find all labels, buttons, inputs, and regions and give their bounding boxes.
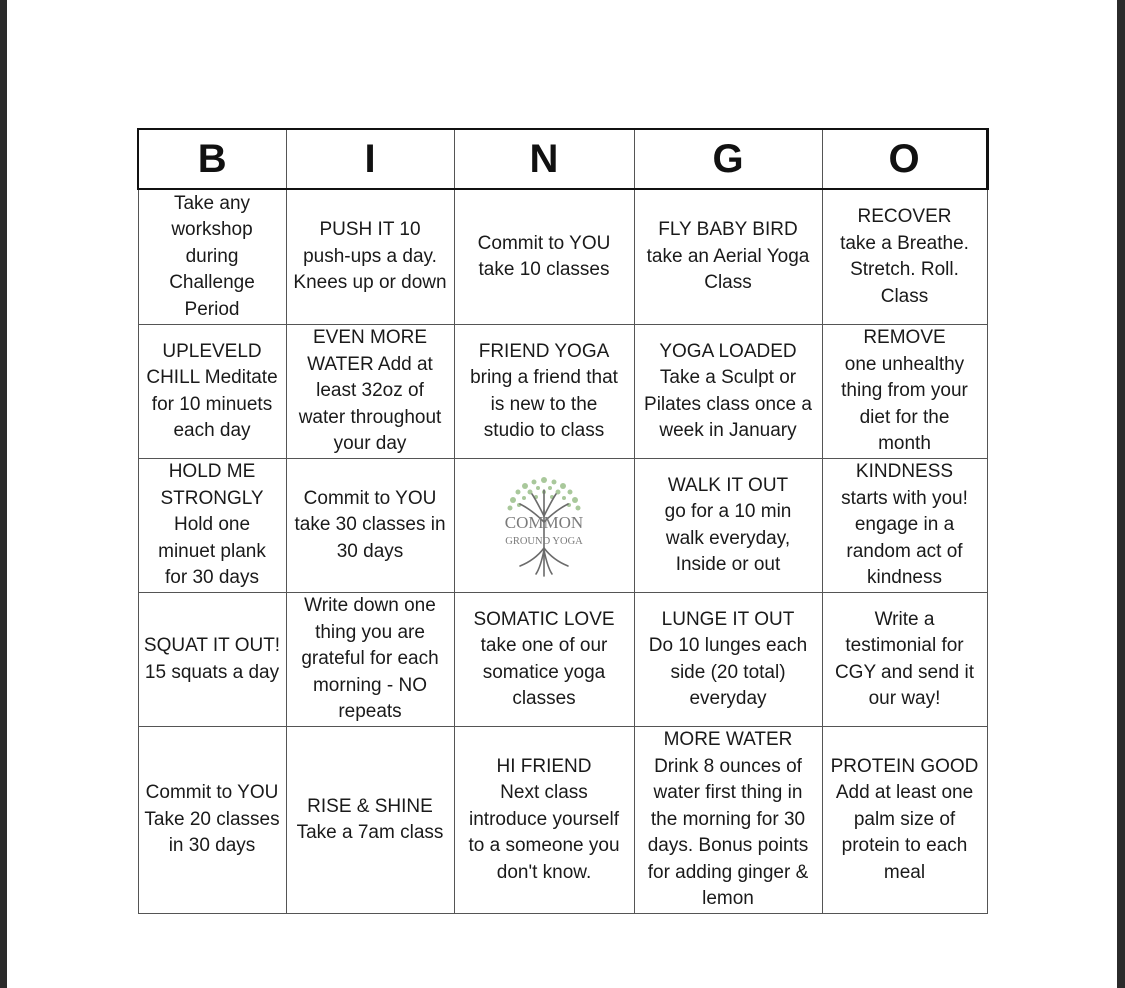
cell-text: Write a testimonial for CGY and send it our way! xyxy=(834,608,975,709)
logo-line-2: GROUND YOGA xyxy=(505,535,583,547)
bingo-cell xyxy=(822,727,987,914)
bingo-row-2 xyxy=(138,325,987,459)
bingo-cell xyxy=(454,325,634,459)
cell-text: Take any workshop during Challenge Period xyxy=(169,192,255,320)
bingo-cell xyxy=(822,189,987,325)
bingo-row-3 xyxy=(138,459,987,593)
left-frame-edge xyxy=(0,0,7,988)
header-letter-g: G xyxy=(634,129,822,189)
cell-text: YOGA LOADED Take a Sculpt or Pilates class once a week in January xyxy=(644,340,812,441)
bingo-cell xyxy=(634,189,822,325)
bingo-cell xyxy=(454,593,634,727)
cell-text: LUNGE IT OUT Do 10 lunges each side (20 total) everyday xyxy=(648,608,808,709)
cell-text: Write down one thing you are grateful for each morning - NO repeats xyxy=(301,595,439,723)
bingo-cell xyxy=(634,325,822,459)
cell-text: PROTEIN GOOD Add at least one palm size of protein to each meal xyxy=(830,755,979,883)
bingo-cell xyxy=(286,593,454,727)
free-space-cell xyxy=(454,459,634,593)
header-letter-o: O xyxy=(822,129,987,189)
bingo-cell xyxy=(454,727,634,914)
bingo-cell xyxy=(822,459,987,593)
bingo-header-row xyxy=(138,129,987,189)
cell-text: SOMATIC LOVE take one of our somatice yoga classes xyxy=(473,608,615,709)
bingo-cell xyxy=(286,325,454,459)
common-ground-yoga-logo xyxy=(457,470,632,582)
cell-text: KINDNESS starts with you! engage in a random act of kindness xyxy=(841,461,968,589)
bingo-row-1 xyxy=(138,189,987,325)
header-letter-n: N xyxy=(454,129,634,189)
cell-text: HOLD ME STRONGLY Hold one minuet plank for 30 days xyxy=(158,461,266,589)
bingo-row-4 xyxy=(138,593,987,727)
bingo-cell xyxy=(286,727,454,914)
bingo-cell xyxy=(138,593,286,727)
cell-text: HI FRIEND Next class introduce yourself to a someone you don't know. xyxy=(468,755,620,883)
cell-text: Commit to YOU Take 20 classes in 30 days xyxy=(144,782,280,857)
bingo-cell xyxy=(138,459,286,593)
bingo-cell xyxy=(138,325,286,459)
bingo-cell xyxy=(822,593,987,727)
cell-text: PUSH IT 10 push-ups a day. Knees up or down xyxy=(293,219,447,294)
bingo-cell xyxy=(634,593,822,727)
logo-line-1: COMMON xyxy=(504,512,584,532)
bingo-cell xyxy=(138,189,286,325)
bingo-cell xyxy=(634,727,822,914)
bingo-cell xyxy=(634,459,822,593)
cell-text: FLY BABY BIRD take an Aerial Yoga Class xyxy=(646,219,810,294)
bingo-cell xyxy=(822,325,987,459)
cell-text: MORE WATER Drink 8 ounces of water first thing in the morning for 30 days. Bonus points for adding ginger & lemon xyxy=(647,729,809,910)
header-letter-b: B xyxy=(138,129,286,189)
bingo-cell xyxy=(454,189,634,325)
cell-text: Commit to YOU take 30 classes in 30 days xyxy=(294,487,446,562)
cell-text: Commit to YOU take 10 classes xyxy=(477,232,611,280)
cell-text: RECOVER take a Breathe. Stretch. Roll. Class xyxy=(840,206,969,307)
cell-text: REMOVE one unhealthy thing from your diet for the month xyxy=(841,327,968,455)
bingo-cell xyxy=(286,459,454,593)
bingo-cell xyxy=(286,189,454,325)
cell-text: RISE & SHINE Take a 7am class xyxy=(296,795,444,843)
cell-text: UPLEVELD CHILL Meditate for 10 minuets each day xyxy=(146,340,278,441)
cell-text: WALK IT OUT go for a 10 min walk everyday, Inside or out xyxy=(664,474,792,575)
cell-text: FRIEND YOGA bring a friend that is new to the studio to class xyxy=(470,340,618,441)
bingo-card xyxy=(137,128,989,914)
cell-text: EVEN MORE WATER Add at least 32oz of water throughout your day xyxy=(298,327,442,455)
bingo-cell xyxy=(138,727,286,914)
right-frame-edge xyxy=(1117,0,1125,988)
cell-text: SQUAT IT OUT! 15 squats a day xyxy=(143,635,281,683)
header-letter-i: I xyxy=(286,129,454,189)
bingo-row-5 xyxy=(138,727,987,914)
tree-of-life-icon xyxy=(486,470,602,582)
